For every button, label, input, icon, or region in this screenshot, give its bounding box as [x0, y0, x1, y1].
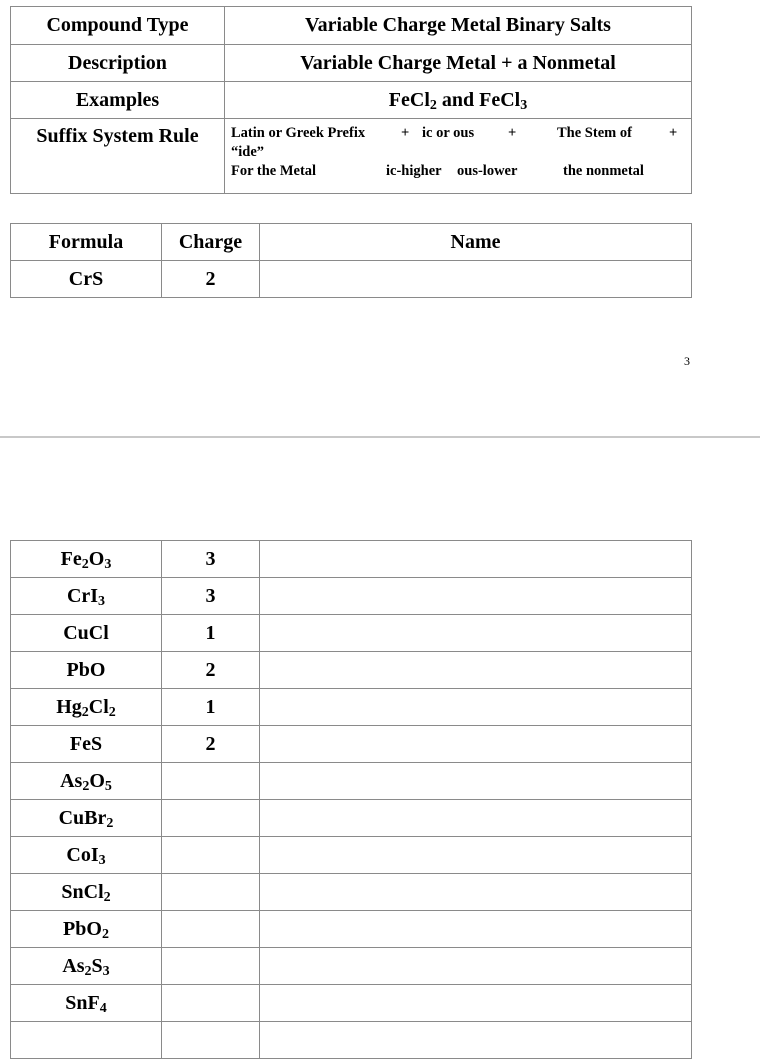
table-row	[11, 541, 692, 578]
table-row	[11, 837, 692, 874]
charge-cell: 2	[162, 652, 260, 689]
info-value: FeCl$_2$ and FeCl$_3$	[225, 82, 692, 119]
table-row	[11, 652, 692, 689]
table-row	[11, 689, 692, 726]
name-cell[interactable]	[260, 985, 692, 1022]
charge-cell	[162, 1022, 260, 1059]
formula-cell: FeS	[11, 726, 162, 763]
charge-cell: 1	[162, 615, 260, 652]
charge-cell	[162, 985, 260, 1022]
formula-cell: CoI$_3$	[11, 837, 162, 874]
table-row	[11, 763, 692, 800]
formula-cell: CuCl	[11, 615, 162, 652]
formula-cell: SnCl$_2$	[11, 874, 162, 911]
charge-cell	[162, 763, 260, 800]
column-header-charge: Charge	[162, 224, 260, 261]
page-divider	[0, 436, 760, 438]
rule-line-3	[225, 163, 691, 182]
formula-cell: CrI$_3$	[11, 578, 162, 615]
charge-cell: 3	[162, 541, 260, 578]
formula-cell: $As_2O_5$	[11, 763, 162, 800]
name-cell[interactable]	[260, 578, 692, 615]
rule-part: +	[508, 125, 517, 141]
table-row	[11, 1022, 692, 1059]
rule-part: For the Metal	[231, 163, 317, 179]
formula-cell: SnF$_4$	[11, 985, 162, 1022]
formula-cell: CuBr$_2$	[11, 800, 162, 837]
info-row-description	[11, 45, 692, 82]
compound-info-table	[10, 6, 692, 194]
suffix-rule-text	[225, 119, 692, 194]
column-header-formula: Formula	[11, 224, 162, 261]
rule-line-1	[225, 125, 691, 144]
info-label: Compound Type	[11, 7, 225, 45]
charge-cell: 3	[162, 578, 260, 615]
table-row	[11, 911, 692, 948]
table-row	[11, 578, 692, 615]
page1-body	[11, 261, 692, 298]
charge-cell: 1	[162, 689, 260, 726]
table-row	[11, 800, 692, 837]
name-cell[interactable]	[260, 261, 692, 298]
info-label: Description	[11, 45, 225, 82]
formula-cell: $Hg_2Cl_2$	[11, 689, 162, 726]
formula-cell: PbO$_2$	[11, 911, 162, 948]
info-row-compound-type	[11, 7, 692, 45]
compounds-table-page1	[10, 223, 692, 298]
formula-cell: $Fe_2O_3$	[11, 541, 162, 578]
name-cell[interactable]	[260, 726, 692, 763]
table-row	[11, 874, 692, 911]
table-row	[11, 985, 692, 1022]
rule-part: The Stem of	[557, 125, 632, 141]
rule-part: the nonmetal	[563, 163, 644, 179]
charge-cell: 2	[162, 726, 260, 763]
page-number: 3	[684, 354, 690, 368]
name-cell[interactable]	[260, 541, 692, 578]
charge-cell: 2	[162, 261, 260, 298]
table-row	[11, 615, 692, 652]
rule-part: ic-higher	[386, 163, 442, 179]
name-cell[interactable]	[260, 1022, 692, 1059]
formula-cell: $As_2S_3$	[11, 948, 162, 985]
info-value: Variable Charge Metal + a Nonmetal	[225, 45, 692, 82]
charge-cell	[162, 911, 260, 948]
rule-part: Latin or Greek Prefix	[231, 125, 366, 141]
formula-cell	[11, 1022, 162, 1059]
info-row-suffix-rule	[11, 119, 692, 194]
name-cell[interactable]	[260, 911, 692, 948]
table-row	[11, 726, 692, 763]
info-row-examples	[11, 82, 692, 119]
table-row	[11, 948, 692, 985]
name-cell[interactable]	[260, 689, 692, 726]
name-cell[interactable]	[260, 800, 692, 837]
table-row	[11, 261, 692, 298]
name-cell[interactable]	[260, 948, 692, 985]
charge-cell	[162, 874, 260, 911]
compounds-table-page2	[10, 540, 692, 1059]
rule-part: ous-lower	[457, 163, 518, 179]
name-cell[interactable]	[260, 874, 692, 911]
charge-cell	[162, 948, 260, 985]
name-cell[interactable]	[260, 837, 692, 874]
name-cell[interactable]	[260, 763, 692, 800]
charge-cell	[162, 837, 260, 874]
info-value: Variable Charge Metal Binary Salts	[225, 7, 692, 45]
formula-cell: CrS	[11, 261, 162, 298]
info-label: Examples	[11, 82, 225, 119]
page2-body	[11, 541, 692, 1059]
rule-line-2	[225, 144, 691, 163]
header-row	[11, 224, 692, 261]
column-header-name: Name	[260, 224, 692, 261]
rule-part: “ide”	[231, 144, 265, 160]
name-cell[interactable]	[260, 615, 692, 652]
rule-part: +	[401, 125, 410, 141]
info-label: Suffix System Rule	[11, 119, 225, 194]
name-cell[interactable]	[260, 652, 692, 689]
rule-part: ic or ous	[422, 125, 475, 141]
rule-part: +	[669, 125, 678, 141]
charge-cell	[162, 800, 260, 837]
formula-cell: PbO	[11, 652, 162, 689]
